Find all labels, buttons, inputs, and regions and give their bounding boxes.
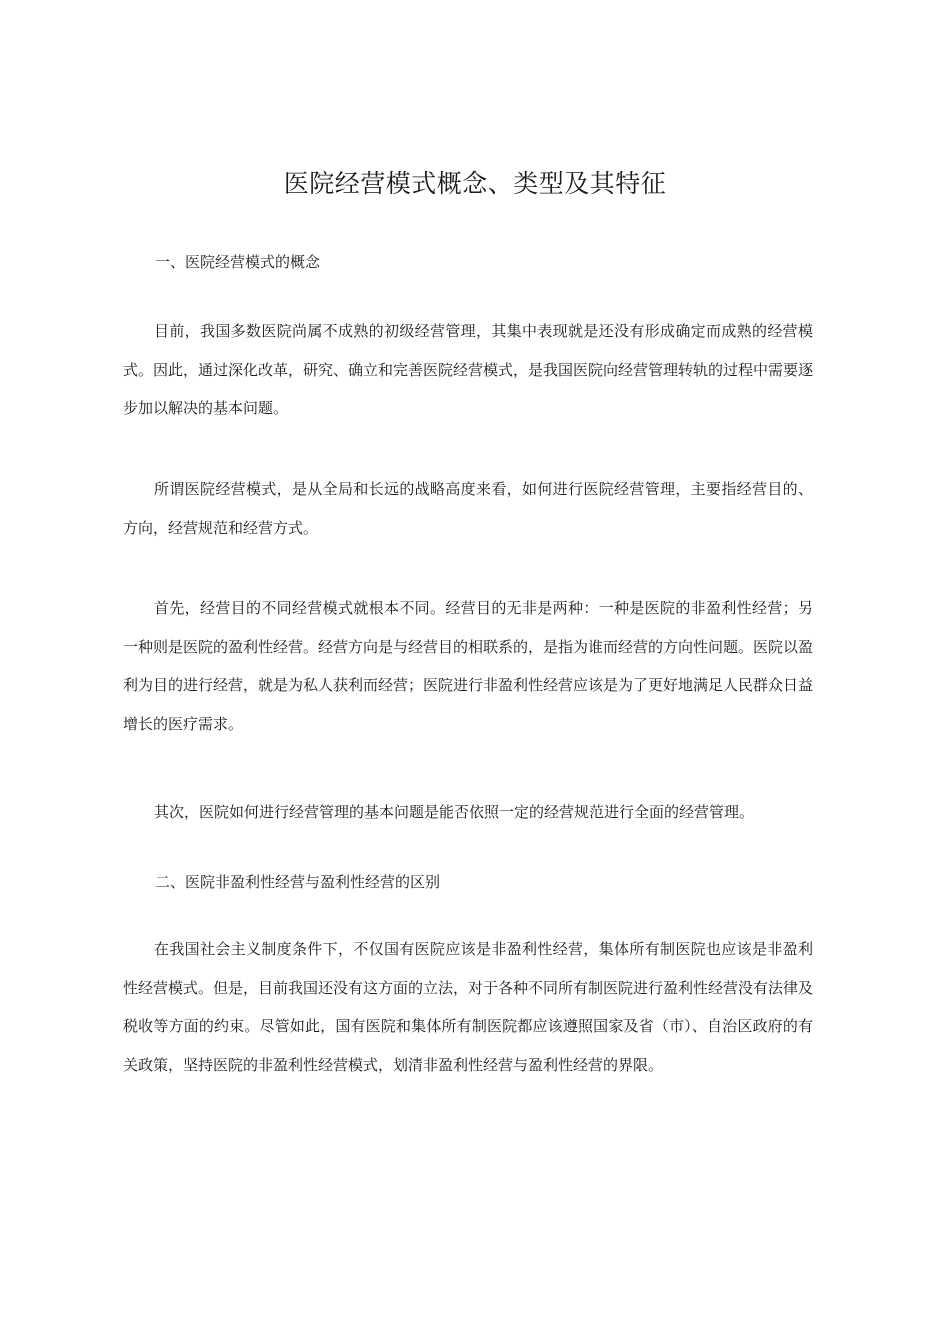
document-title: 医院经营模式概念、类型及其特征 bbox=[283, 169, 667, 198]
paragraph-1: 目前，我国多数医院尚属不成熟的初级经营管理，其集中表现就是还没有形成确定而成熟的经营模式。因此，通过深化改革，研究、确立和完善医院经营模式，是我国医院向经营管理转轨的过程中需要逐步加以解决的基本问题。 bbox=[123, 322, 814, 417]
section-heading-2: 二、医院非盈利性经营与盈利性经营的区别 bbox=[155, 873, 441, 891]
paragraph-4: 其次，医院如何进行经营管理的基本问题是能否依照一定的经营规范进行全面的经营管理。 bbox=[154, 803, 755, 821]
paragraph-3: 首先，经营目的不同经营模式就根本不同。经营目的无非是两种：一种是医院的非盈利性经营；另一种则是医院的盈利性经营。经营方向是与经营目的相联系的，是指为谁而经营的方向性问题。医院以盈利为目的进行经营，就是为私人获利而经营；医院进行非盈利性经营应该是为了更好地满足人民群众日益增长的医疗需求。 bbox=[123, 599, 814, 733]
paragraph-5: 在我国社会主义制度条件下，不仅国有医院应该是非盈利性经营，集体所有制医院也应该是非盈利性经营模式。但是，目前我国还没有这方面的立法，对于各种不同所有制医院进行盈利性经营没有法律及税收等方面的约束。尽管如此，国有医院和集体所有制医院都应该遵照国家及省（市）、自治区政府的有关政策，坚持医院的非盈利性经营模式，划清非盈利性经营与盈利性经营的界限。 bbox=[123, 940, 814, 1074]
section-heading-1: 一、医院经营模式的概念 bbox=[155, 253, 321, 271]
paragraph-2: 所谓医院经营模式，是从全局和长远的战略高度来看，如何进行医院经营管理，主要指经营目的、方向，经营规范和经营方式。 bbox=[123, 480, 813, 537]
